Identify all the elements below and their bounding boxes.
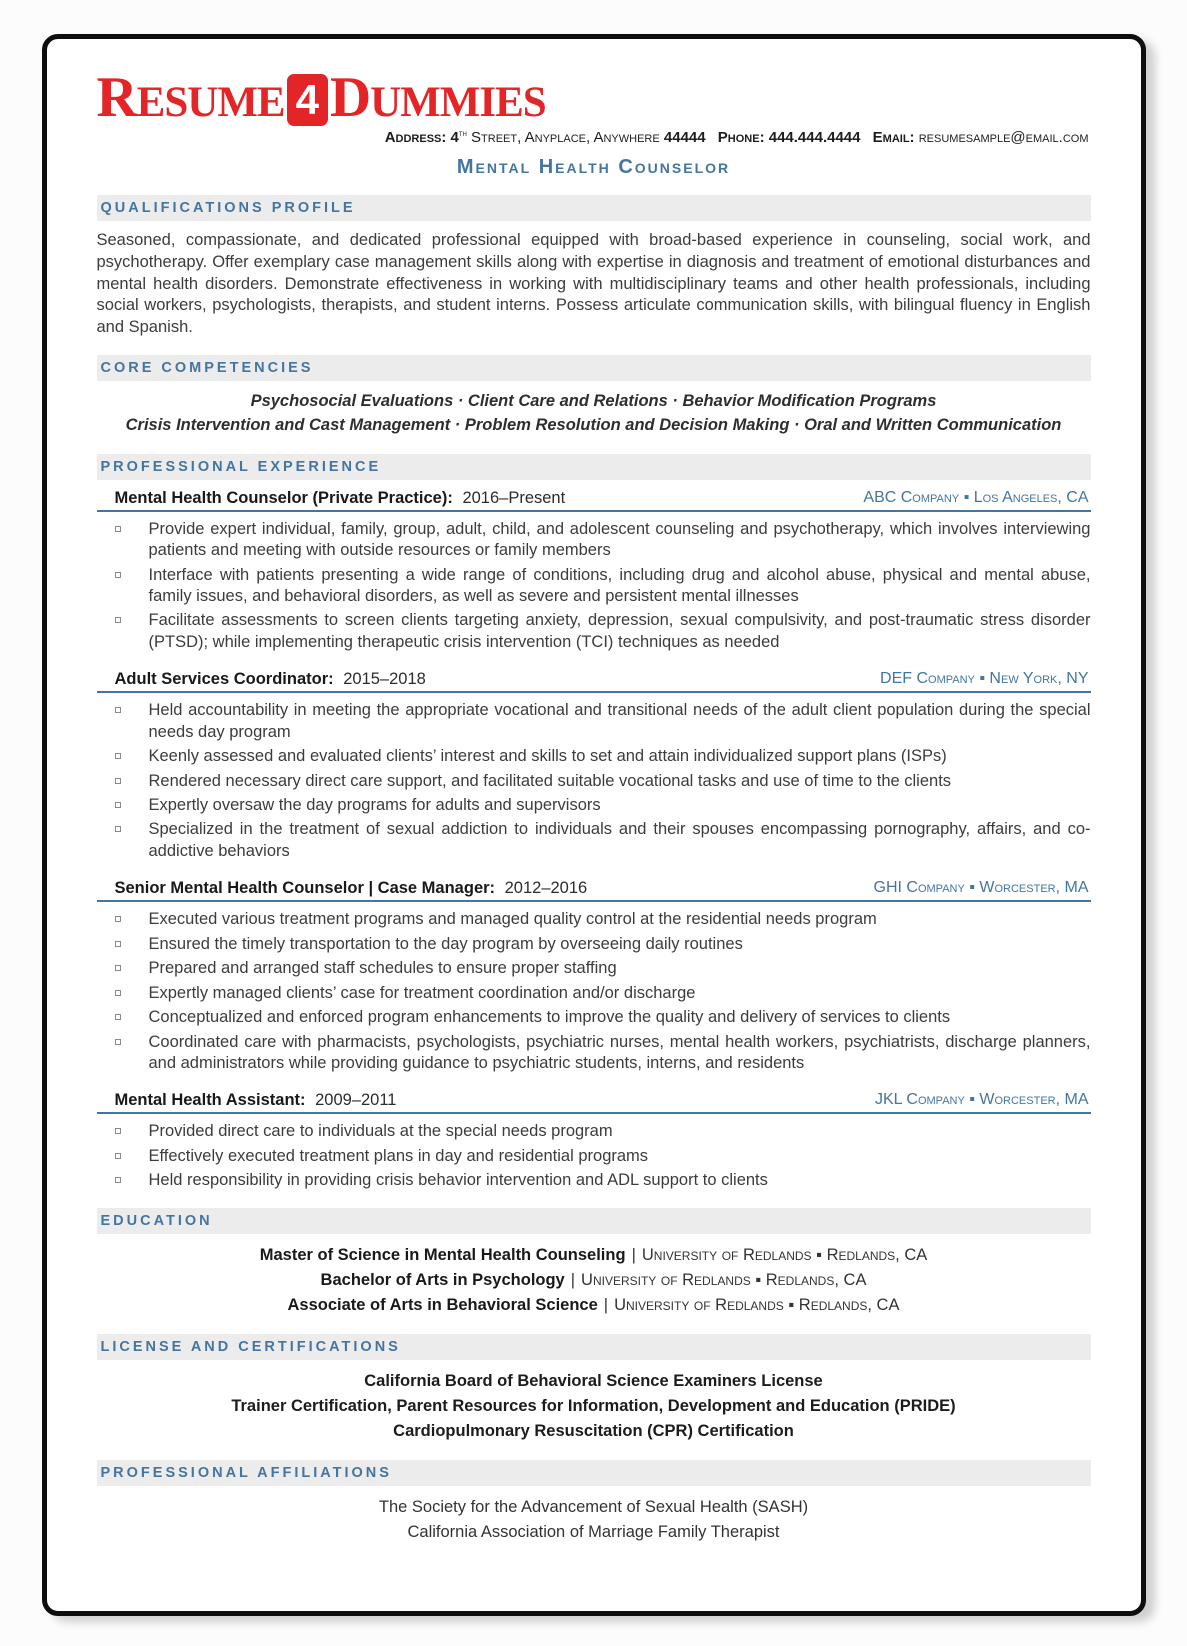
- degree: Associate of Arts in Behavioral Science: [287, 1295, 598, 1314]
- job-entry: [97, 670, 1091, 862]
- bullet-item: [97, 795, 1091, 816]
- bullet-text: Held accountability in meeting the appropriate vocational and transitional needs of the adult client population during the special needs day program: [148, 701, 1091, 741]
- square-bullet-icon: [115, 1014, 121, 1020]
- bullet-item: [97, 1121, 1091, 1142]
- education-item: [97, 1243, 1091, 1268]
- bullet-item: [97, 983, 1091, 1004]
- square-bullet-icon: [115, 965, 121, 971]
- job-company: DEF Company ▪ New York, NY: [880, 670, 1089, 688]
- bullet-item: [97, 1007, 1091, 1028]
- separator: |: [570, 1270, 576, 1289]
- bullet-text: Keenly assessed and evaluated clients’ interest and skills to set and attain individualized support plans (ISPs): [148, 747, 947, 766]
- job-dates: 2016–Present: [462, 488, 566, 507]
- square-bullet-icon: [115, 617, 121, 623]
- school: University of Redlands ▪ Redlands, CA: [614, 1295, 900, 1314]
- square-bullet-icon: [115, 526, 121, 532]
- square-bullet-icon: [115, 1153, 121, 1159]
- section-heading-label: EDUCATION: [100, 1212, 213, 1229]
- bullet-item: [97, 909, 1091, 930]
- bullet-text: Coordinated care with pharmacists, psychologists, psychiatric nurses, mental health workers, psychiatrists, discharge planners, and administrators while providing guidance to psychiatric students, interns, and residents: [148, 1032, 1091, 1072]
- phone-label: Phone:: [717, 129, 765, 146]
- bullet-text: Expertly managed clients’ case for treatment coordination and/or discharge: [148, 983, 696, 1002]
- job-title-line: [115, 489, 566, 508]
- square-bullet-icon: [115, 826, 121, 832]
- job-dates: 2015–2018: [343, 670, 426, 689]
- bullet-item: [97, 565, 1091, 608]
- bullet-item: [97, 519, 1091, 562]
- square-bullet-icon: [115, 778, 121, 784]
- square-bullet-icon: [115, 941, 121, 947]
- address-zip: 44444: [663, 129, 706, 146]
- bullet-item: [97, 746, 1091, 767]
- job-header: [97, 879, 1091, 902]
- square-bullet-icon: [115, 753, 121, 759]
- bullet-item: [97, 1032, 1091, 1075]
- resume-page: [42, 34, 1146, 1616]
- logo: [96, 66, 1091, 129]
- bullet-text: Facilitate assessments to screen clients targeting anxiety, depression, sexual compulsivity, and post-traumatic stress disorder (PTSD); while implementing therapeutic crisis intervention (TCI) techniques as needed: [148, 611, 1091, 651]
- job-dates: 2012–2016: [504, 879, 588, 898]
- job-bullets: [97, 700, 1091, 862]
- separator: |: [603, 1295, 609, 1314]
- bullet-item: [97, 700, 1091, 743]
- bullet-item: [97, 610, 1091, 653]
- education-item: [97, 1293, 1091, 1318]
- certification-item: Trainer Certification, Parent Resources for Information, Development and Education (PRIDE): [231, 1397, 956, 1416]
- school: University of Redlands ▪ Redlands, CA: [581, 1270, 867, 1289]
- bullet-text: Conceptualized and enforced program enhancements to improve the quality and delivery of services to clients: [148, 1008, 951, 1027]
- address-value: 4th Street, Anyplace, Anywhere 44444: [450, 128, 706, 146]
- ordinal-suffix: th: [458, 128, 467, 138]
- certification-item: Cardiopulmonary Resuscitation (CPR) Certification: [393, 1422, 794, 1441]
- bullet-text: Ensured the timely transportation to the day program by overseeing daily routines: [148, 934, 743, 953]
- bullet-text: Expertly oversaw the day programs for adults and supervisors: [148, 796, 601, 815]
- job-title: Mental Health Counselor (Private Practice):: [114, 488, 453, 507]
- square-bullet-icon: [115, 572, 121, 578]
- section-heading-label: PROFESSIONAL AFFILIATIONS: [100, 1465, 392, 1482]
- job-entry: [97, 879, 1091, 1074]
- section-heading-label: PROFESSIONAL EXPERIENCE: [100, 458, 382, 475]
- email-label: Email:: [872, 129, 915, 146]
- qualifications-paragraph: Seasoned, compassionate, and dedicated professional equipped with broad-based experience in counseling, social work, and psychotherapy. Offer exemplary case management skills along with expertise in diagnosis and treatment of emotional disturbances and mental health disorders. Demonstrate effectiveness in working with multidisciplinary teams and other health professionals, including social workers, psychologists, therapists, and student interns. Possess articulate communication skills, with bilingual fluency in English and Spanish.: [96, 231, 1091, 337]
- bullet-text: Prepared and arranged staff schedules to ensure proper staffing: [148, 959, 617, 978]
- core-competencies-line: Psychosocial Evaluations · Client Care and Relations · Behavior Modification Programs: [250, 391, 937, 410]
- job-bullets: [97, 519, 1091, 654]
- certification-item: California Board of Behavioral Science Examiners License: [364, 1371, 823, 1390]
- section-heading-label: QUALIFICATIONS PROFILE: [100, 200, 356, 216]
- logo-resume-rest: ESUME: [136, 79, 285, 126]
- job-title: Senior Mental Health Counselor | Case Manager:: [114, 879, 496, 898]
- section-heading-professional-experience: [97, 454, 1091, 480]
- job-title-line: [115, 1091, 397, 1110]
- phone-value: 444.444.4444: [768, 129, 861, 146]
- job-dates: 2009–2011: [315, 1091, 397, 1110]
- section-heading-qualifications-profile: [97, 195, 1091, 221]
- section-heading-license-certifications: [97, 1334, 1091, 1360]
- bullet-item: [97, 819, 1091, 862]
- square-bullet-icon: [115, 1177, 121, 1183]
- core-competencies-line: Crisis Intervention and Cast Management · Problem Resolution and Decision Making · Oral and Written Communication: [125, 415, 1062, 434]
- bullet-item: [97, 934, 1091, 955]
- affiliation-item: The Society for the Advancement of Sexual Health (SASH): [378, 1498, 809, 1517]
- degree: Master of Science in Mental Health Counseling: [259, 1245, 626, 1264]
- bullet-text: Provide expert individual, family, group, adult, child, and adolescent counseling and psychotherapy, which involves interviewing patients and meeting with outside resources or family members: [148, 519, 1091, 560]
- job-company: ABC Company ▪ Los Angeles, CA: [863, 488, 1089, 506]
- square-bullet-icon: [115, 1128, 121, 1134]
- affiliation-item: California Association of Marriage Family Therapist: [407, 1523, 780, 1542]
- bullet-item: [97, 771, 1091, 792]
- job-title-line: [115, 670, 426, 689]
- address-label: Address:: [384, 129, 447, 146]
- job-entry: [97, 1091, 1091, 1191]
- job-header: [97, 1091, 1091, 1114]
- bullet-item: [97, 958, 1091, 979]
- job-title-line: [115, 879, 588, 898]
- square-bullet-icon: [115, 707, 121, 713]
- school: University of Redlands ▪ Redlands, CA: [641, 1245, 928, 1264]
- degree: Bachelor of Arts in Psychology: [320, 1270, 565, 1289]
- section-heading-label: LICENSE AND CERTIFICATIONS: [100, 1338, 401, 1355]
- bullet-text: Provided direct care to individuals at the special needs program: [148, 1122, 613, 1141]
- job-bullets: [97, 1121, 1091, 1191]
- section-heading-core-competencies: [97, 355, 1091, 381]
- separator: |: [631, 1245, 636, 1264]
- contact-line: [97, 128, 1089, 146]
- bullet-text: Executed various treatment programs and managed quality control at the residential needs program: [148, 910, 877, 929]
- logo-resume-initial: R: [96, 66, 137, 129]
- page-title: Mental Health Counselor: [456, 156, 731, 178]
- square-bullet-icon: [115, 916, 121, 922]
- section-heading-education: [97, 1208, 1091, 1234]
- bullet-item: [97, 1146, 1091, 1167]
- job-entry: [97, 489, 1091, 654]
- logo-dummies-rest: UMMIES: [370, 79, 546, 126]
- square-bullet-icon: [115, 990, 121, 996]
- job-title: Mental Health Assistant:: [114, 1091, 306, 1110]
- job-title: Adult Services Coordinator:: [114, 670, 334, 689]
- job-company: GHI Company ▪ Worcester, MA: [873, 879, 1089, 897]
- bullet-item: [97, 1170, 1091, 1191]
- logo-dummies-initial: D: [329, 66, 371, 129]
- logo-4-badge: 4: [287, 74, 328, 126]
- education-item: [97, 1268, 1091, 1293]
- job-bullets: [97, 909, 1091, 1074]
- bullet-text: Specialized in the treatment of sexual addiction to individuals and their spouses encompassing pornography, affairs, and co-addictive behaviors: [148, 820, 1091, 860]
- bullet-text: Interface with patients presenting a wide range of conditions, including drug and alcohol abuse, physical and mental abuse, family issues, and behavioral disorders, as well as severe and persistent mental illnesses: [148, 565, 1091, 605]
- job-header: [97, 489, 1091, 512]
- email-value: resumesample@email.com: [918, 129, 1089, 146]
- bullet-text: Rendered necessary direct care support, and facilitated suitable vocational tasks and use of time to the clients: [148, 771, 952, 790]
- job-header: [97, 670, 1091, 693]
- bullet-text: Effectively executed treatment plans in day and residential programs: [148, 1146, 649, 1165]
- section-heading-professional-affiliations: [97, 1460, 1091, 1486]
- square-bullet-icon: [115, 1039, 121, 1045]
- square-bullet-icon: [115, 802, 121, 808]
- section-heading-label: CORE COMPETENCIES: [100, 359, 314, 376]
- bullet-text: Held responsibility in providing crisis behavior intervention and ADL support to clients: [148, 1171, 768, 1190]
- job-company: JKL Company ▪ Worcester, MA: [874, 1091, 1089, 1109]
